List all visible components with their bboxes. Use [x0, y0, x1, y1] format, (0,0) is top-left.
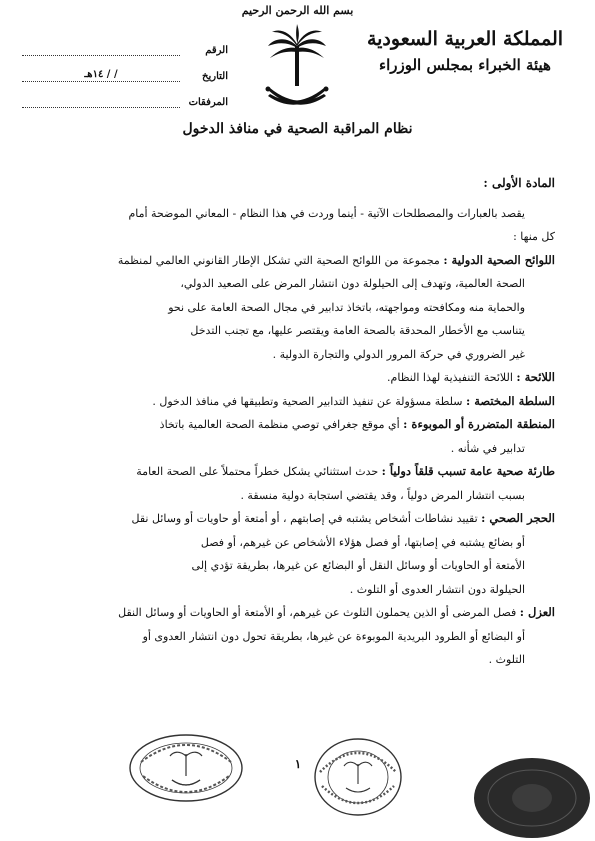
page-number: ١ — [294, 757, 302, 771]
definition-term: الحجر الصحي : — [481, 511, 555, 525]
saudi-emblem-icon — [262, 24, 332, 114]
article-heading: المادة الأولى : — [483, 176, 555, 190]
definition-first-line — [35, 460, 555, 484]
definition-text: مجموعة من اللوائح الصحية التي تشكل الإطار القانوني العالمي لمنظمة — [117, 253, 440, 267]
definition-first-line — [35, 413, 555, 437]
attachments-value — [22, 106, 180, 108]
definition-item — [35, 390, 555, 414]
definition-item — [35, 249, 555, 367]
council-name: هيئة الخبراء بمجلس الوزراء — [379, 56, 551, 74]
definition-continuation: أو بضائع يشتبه في إصابتها، أو فصل هؤلاء الأشخاص عن غيرهم، أو فصل — [200, 535, 525, 549]
document-body — [35, 172, 555, 672]
kingdom-name: المملكة العربية السعودية — [366, 28, 564, 50]
council-seal-icon — [127, 732, 245, 804]
definition-continuation: الحيلولة دون انتشار العدوى أو التلوث . — [349, 582, 525, 596]
definition-item — [35, 601, 555, 672]
official-stamp-icon — [312, 736, 404, 818]
definition-first-line — [35, 390, 555, 414]
definition-item — [35, 460, 555, 507]
definition-continuation: أو البضائع أو الطرود البريدية الموبوءة عن غيرها، بطريقة تحول دون انتشار العدوى أو — [142, 629, 525, 643]
intro-line: كل منها : — [513, 230, 555, 243]
definition-continuation: التلوث . — [488, 653, 525, 666]
document-title: نظام المراقبة الصحية في منافذ الدخول — [182, 121, 413, 137]
intro-line: يقصد بالعبارات والمصطلحات الآتية - أينما وردت في هذا النظام - المعاني الموضحة أمام — [128, 206, 525, 220]
definition-first-line — [35, 249, 555, 273]
definition-item — [35, 413, 555, 460]
date-label: التاريخ — [202, 71, 228, 82]
definitions-list — [35, 249, 555, 672]
definition-term: طارئة صحية عامة تسبب قلقاً دولياً : — [381, 464, 555, 478]
definition-text: سلطة مسؤولة عن تنفيذ التدابير الصحية وتطبيقها في منافذ الدخول . — [152, 394, 463, 408]
definition-term: السلطة المختصة : — [466, 393, 555, 408]
definition-text: فصل المرضى أو الذين يحملون التلوث عن غيرهم، أو الأمتعة أو الحاويات أو وسائل النقل — [118, 606, 517, 619]
date-value: / / ١٤هـ — [22, 69, 180, 82]
ink-stamp-icon — [470, 748, 590, 838]
punch-hole-icon — [571, 535, 585, 549]
definition-first-line — [35, 366, 555, 390]
definition-term: اللائحة : — [516, 370, 555, 384]
definition-continuation: تدابير في شأنه . — [450, 441, 525, 455]
number-label: الرقم — [205, 45, 228, 56]
number-value — [22, 54, 180, 56]
definition-text: حدث استثنائي يشكل خطراً محتملاً على الصحة العامة — [136, 465, 379, 478]
definition-term: المنطقة المتضررة أو الموبوءة : — [403, 417, 555, 431]
letterhead-issuer — [365, 28, 565, 74]
attachments-label: المرفقات — [188, 97, 228, 108]
definition-first-line — [35, 507, 555, 531]
definition-term: العزل : — [519, 605, 555, 619]
definition-continuation: غير الضروري في حركة المرور الدولي والتجارة الدولية . — [272, 347, 525, 361]
definition-text: تقييد نشاطات أشخاص يشتبه في إصابتهم ، أو أمتعة أو حاويات أو وسائل نقل — [131, 512, 478, 525]
reference-fields — [18, 30, 228, 108]
definition-text: اللائحة التنفيذية لهذا النظام. — [387, 371, 513, 384]
punch-hole-icon — [571, 305, 585, 319]
date-row — [18, 56, 228, 82]
definition-continuation: الأمتعة أو الحاويات أو وسائل النقل أو البضائع عن غيرها، بطريقة تؤدي إلى — [191, 559, 525, 572]
attachments-row — [18, 82, 228, 108]
definition-item — [35, 366, 555, 390]
definition-first-line — [35, 601, 555, 625]
definition-continuation: الصحة العالمية، وتهدف إلى الحيلولة دون انتشار المرض على الصعيد الدولي، — [180, 277, 525, 290]
definition-continuation: بسبب انتشار المرض دولياً ، وقد يقتضي استجابة دولية منسقة . — [240, 488, 525, 502]
definition-item — [35, 507, 555, 601]
definition-continuation: يتناسب مع الأخطار المحدقة بالصحة العامة ويقتصر عليها، مع تجنب التدخل — [190, 324, 525, 337]
basmala: بسم الله الرحمن الرحيم — [241, 4, 354, 17]
definition-continuation: والحماية منه ومكافحته ومواجهته، باتخاذ تدابير في مجال الصحة العامة على نحو — [168, 300, 525, 314]
definition-term: اللوائح الصحية الدولية : — [443, 252, 555, 267]
number-row — [18, 30, 228, 56]
definition-text: أي موقع جغرافي توصي منظمة الصحة العالمية باتخاذ — [159, 418, 400, 431]
